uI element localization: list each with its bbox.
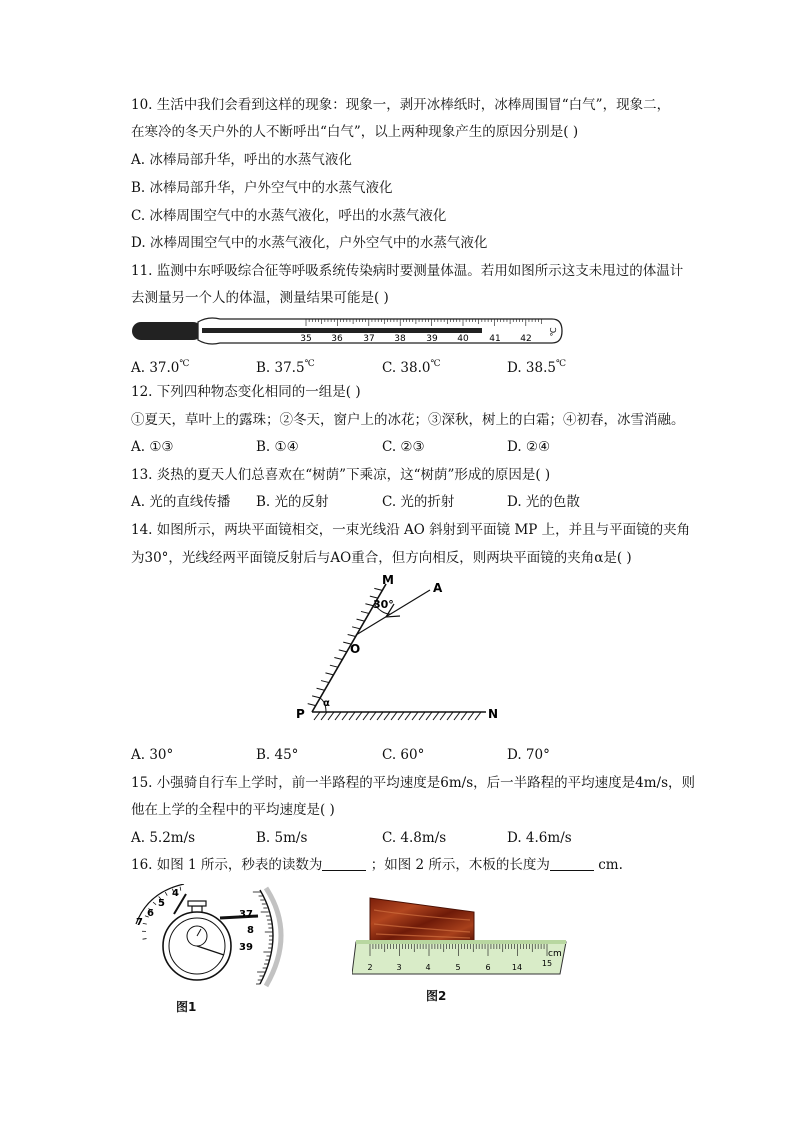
tick-label-42: 42 bbox=[520, 334, 532, 344]
q15-option-b: B. 5m/s bbox=[256, 830, 308, 846]
q11-stem-line2: 去测量另一个人的体温，测量结果可能是( ) bbox=[131, 290, 389, 306]
q11-option-d-text: D. 38.5 bbox=[507, 360, 556, 376]
hatch-line bbox=[348, 634, 356, 636]
q16-stem-part3: cm. bbox=[598, 857, 623, 873]
q11-option-c bbox=[382, 355, 441, 377]
q16-stem bbox=[131, 856, 623, 874]
q12-stem-line1: 12. 下列四种物态变化相同的一组是( ) bbox=[131, 384, 361, 400]
minute-label-6: 6 bbox=[147, 908, 154, 919]
q11-option-b-text: B. 37.5 bbox=[256, 360, 305, 376]
q12-option-b: B. ①④ bbox=[256, 439, 299, 455]
hatch-line bbox=[419, 712, 425, 720]
q10-option-d: D. 冰棒周围空气中的水蒸气液化，户外空气中的水蒸气液化 bbox=[131, 235, 488, 251]
board-length-answer-blank[interactable] bbox=[550, 858, 594, 871]
tick-label-41: 41 bbox=[489, 334, 501, 344]
hatch-line bbox=[314, 712, 320, 720]
hatch-line bbox=[312, 696, 320, 698]
label-a: A bbox=[433, 581, 443, 595]
hatch-line bbox=[334, 658, 342, 660]
hatch-line bbox=[374, 588, 382, 590]
ruler-label-3: 3 bbox=[396, 963, 402, 972]
hatch-line bbox=[412, 712, 418, 720]
q11-option-c-text: C. 38.0 bbox=[382, 360, 431, 376]
stopwatch-outer-ticks bbox=[253, 892, 273, 984]
label-m: M bbox=[382, 574, 394, 587]
q14-option-b: B. 45° bbox=[256, 747, 299, 763]
degree-symbol: ℃ bbox=[179, 359, 190, 369]
label-angle-30: 30° bbox=[373, 598, 394, 611]
hatch-line bbox=[447, 712, 453, 720]
tick-label-38: 38 bbox=[394, 334, 406, 344]
q12-option-a: A. ①③ bbox=[131, 439, 174, 455]
minute-tick bbox=[143, 923, 147, 924]
q10-option-c: C. 冰棒周围空气中的水蒸气液化，呼出的水蒸气液化 bbox=[131, 208, 447, 224]
hatch-line bbox=[342, 712, 348, 720]
q10-stem-line1: 10. 生活中我们会看到这样的现象：现象一，剥开冰棒纸时，冰棒周围冒“白气”，现象二， bbox=[131, 97, 671, 113]
q14-option-a: A. 30° bbox=[131, 747, 174, 763]
q15-stem-line2: 他在上学的全程中的平均速度是( ) bbox=[131, 802, 335, 818]
degree-symbol: ℃ bbox=[555, 359, 567, 369]
label-p: P bbox=[296, 707, 305, 721]
mirror-pn-hatching bbox=[314, 712, 481, 720]
q13-stem: 13. 炎热的夏天人们总喜欢在“树荫”下乘凉，这“树荫”形成的原因是( ) bbox=[131, 467, 551, 483]
q13-option-c: C. 光的折射 bbox=[382, 494, 455, 510]
q10-option-a: A. 冰棒局部升华，呼出的水蒸气液化 bbox=[131, 152, 352, 168]
q14-stem-line1: 14. 如图所示，两块平面镜相交，一束光线沿 AO 斜射到平面镜 MP 上，并且与平面镜的夹角 bbox=[131, 522, 691, 538]
q15-stem-line1: 15. 小强骑自行车上学时，前一半路程的平均速度是6m/s，后一半路程的平均速度是4m/s，则 bbox=[131, 775, 695, 791]
hatch-line bbox=[426, 712, 432, 720]
q15-option-d: D. 4.6m/s bbox=[507, 830, 572, 846]
minute-tick bbox=[153, 902, 156, 905]
label-n: N bbox=[488, 707, 499, 721]
tick-label-37: 37 bbox=[363, 334, 375, 344]
hatch-line bbox=[339, 650, 347, 652]
minute-label-4: 4 bbox=[172, 888, 179, 899]
figure-1-caption: 图1 bbox=[176, 1000, 197, 1014]
hatch-line bbox=[321, 712, 327, 720]
ruler-label-14: 14 bbox=[511, 963, 523, 972]
q11-option-d bbox=[507, 355, 566, 377]
q13-option-b: B. 光的反射 bbox=[256, 494, 329, 510]
label-alpha: α bbox=[323, 698, 330, 709]
q12-stem-line2: ①夏天，草叶上的露珠；②冬天，窗户上的冰花；③深秋，树上的白霜；④初春，冰雪消融。 bbox=[131, 412, 685, 428]
hatch-line bbox=[349, 712, 355, 720]
hatch-line bbox=[405, 712, 411, 720]
stopwatch-figure bbox=[128, 884, 288, 990]
tick-label-39: 39 bbox=[426, 334, 438, 344]
minute-label-5: 5 bbox=[158, 898, 165, 909]
ruler-figure bbox=[352, 890, 572, 982]
hatch-line bbox=[391, 712, 397, 720]
figure-2-caption: 图2 bbox=[426, 989, 447, 1003]
q14-option-c: C. 60° bbox=[382, 747, 425, 763]
hatch-line bbox=[321, 681, 329, 683]
q11-stem-line1: 11. 监测中东呼吸综合征等呼吸系统传染病时要测量体温。若用如图所示这支未甩过的体温计 bbox=[131, 263, 684, 279]
hatch-line bbox=[335, 712, 341, 720]
ruler-top-strip bbox=[356, 940, 566, 944]
ruler-label-5: 5 bbox=[455, 963, 461, 972]
hatch-line bbox=[461, 712, 467, 720]
hatch-line bbox=[308, 704, 316, 706]
q12-option-d: D. ②④ bbox=[507, 439, 551, 455]
q14-option-d: D. 70° bbox=[507, 747, 550, 763]
second-label-39: 39 bbox=[239, 942, 253, 953]
hatch-line bbox=[454, 712, 460, 720]
mirror-figure bbox=[290, 574, 510, 724]
minute-tick bbox=[143, 939, 147, 940]
hatch-line bbox=[384, 712, 390, 720]
hatch-line bbox=[433, 712, 439, 720]
q13-option-d: D. 光的色散 bbox=[507, 494, 580, 510]
thermometer-bulb bbox=[132, 322, 202, 340]
tick-label-40: 40 bbox=[457, 334, 469, 344]
q14-stem-line2: 为30°，光线经两平面镜反射后与AO重合，但方向相反，则两块平面镜的夹角α是( ) bbox=[131, 550, 632, 566]
ruler-label-15: 15 bbox=[541, 959, 553, 968]
hatch-line bbox=[330, 665, 338, 667]
q15-option-c: C. 4.8m/s bbox=[382, 830, 447, 846]
hatch-line bbox=[440, 712, 446, 720]
q15-option-a: A. 5.2m/s bbox=[131, 830, 196, 846]
ruler-unit: cm bbox=[548, 949, 562, 959]
stopwatch-answer-blank[interactable] bbox=[322, 858, 366, 871]
q16-stem-part1: 16. 如图 1 所示，秒表的读数为 bbox=[131, 857, 323, 873]
q16-stem-part2: ；如图 2 所示，木板的长度为 bbox=[370, 857, 550, 873]
hatch-line bbox=[352, 627, 360, 629]
second-label-37: 37 bbox=[239, 909, 253, 920]
hatch-line bbox=[475, 712, 481, 720]
tick-label-35: 35 bbox=[300, 334, 312, 344]
minute-tick bbox=[180, 887, 181, 891]
thermometer-unit: ℃ bbox=[549, 327, 558, 337]
clinical-thermometer-figure bbox=[128, 312, 568, 350]
ruler-label-4: 4 bbox=[425, 963, 431, 972]
minute-tick bbox=[165, 892, 167, 895]
mercury-column bbox=[202, 328, 482, 333]
hatch-line bbox=[357, 619, 365, 621]
q13-option-a: A. 光的直线传播 bbox=[131, 494, 231, 510]
hatch-line bbox=[356, 712, 362, 720]
stopwatch-button bbox=[188, 901, 206, 906]
hatch-line bbox=[370, 712, 376, 720]
q10-option-b: B. 冰棒局部升华，户外空气中的水蒸气液化 bbox=[131, 180, 393, 196]
q11-option-a-text: A. 37.0 bbox=[131, 360, 180, 376]
minute-label-7: 7 bbox=[136, 917, 143, 928]
hatch-line bbox=[363, 712, 369, 720]
hatch-line bbox=[377, 712, 383, 720]
q11-option-b bbox=[256, 355, 315, 377]
q12-option-c: C. ②③ bbox=[382, 439, 425, 455]
hatch-line bbox=[468, 712, 474, 720]
ruler-label-2: 2 bbox=[367, 963, 373, 972]
degree-symbol: ℃ bbox=[304, 359, 315, 369]
hatch-line bbox=[328, 712, 334, 720]
hatch-line bbox=[361, 611, 369, 613]
hatch-line bbox=[398, 712, 404, 720]
mirror-pm-hatching bbox=[308, 588, 383, 705]
ruler-label-6: 6 bbox=[485, 963, 491, 972]
hatch-line bbox=[317, 688, 325, 690]
label-o: O bbox=[350, 642, 361, 656]
hatch-line bbox=[325, 673, 333, 675]
tick-label-36: 36 bbox=[331, 334, 343, 344]
second-label-8: 8 bbox=[247, 925, 254, 936]
q10-stem-line2: 在寒冷的冬天户外的人不断呼出“白气”，以上两种现象产生的原因分别是( ) bbox=[131, 124, 579, 140]
degree-symbol: ℃ bbox=[430, 359, 441, 369]
q11-option-a bbox=[131, 355, 189, 377]
